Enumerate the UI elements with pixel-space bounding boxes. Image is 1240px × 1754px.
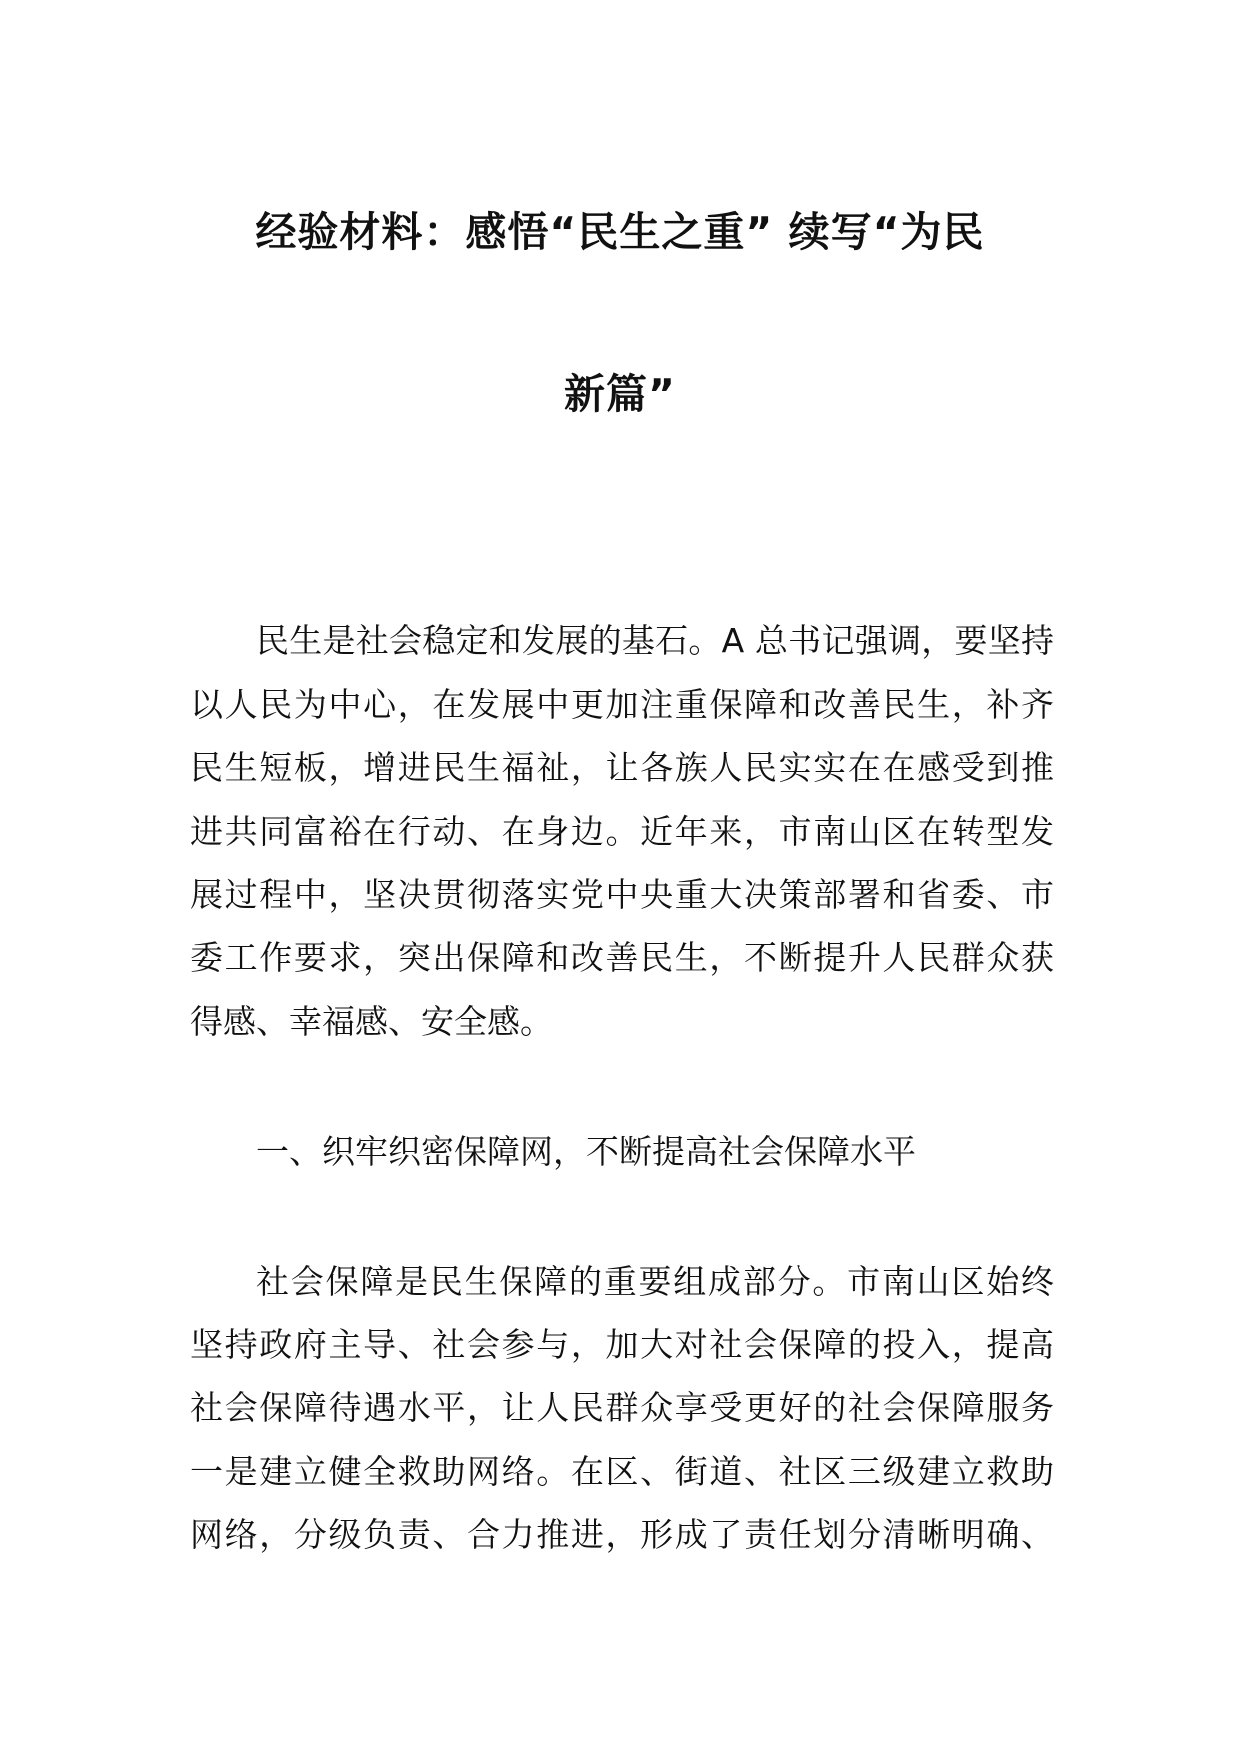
paragraph-1-line: 以人民为中心，在发展中更加注重保障和改善民生，补齐: [190, 685, 1054, 724]
paragraph-1-line: 民生短板，增进民生福祉，让各族人民实实在在感受到推: [190, 748, 1054, 787]
document-title-line-1: 经验材料：感悟“民生之重” 续写“为民: [255, 208, 985, 256]
paragraph-1-line: 展过程中，坚决贯彻落实党中央重大决策部署和省委、市: [190, 875, 1054, 914]
paragraph-1-line: 委工作要求，突出保障和改善民生，不断提升人民群众获: [190, 938, 1054, 977]
paragraph-2-line: 社会保障是民生保障的重要组成部分。市南山区始终: [256, 1262, 1054, 1301]
paragraph-2-line: 社会保障待遇水平，让人民群众享受更好的社会保障服务: [190, 1388, 1054, 1427]
paragraph-1-line: 民生是社会稳定和发展的基石。A 总书记强调，要坚持: [256, 621, 1054, 660]
section-heading: 一、织牢织密保障网，不断提高社会保障水平: [256, 1132, 916, 1171]
paragraph-2-line: 网络，分级负责、合力推进，形成了责任划分清晰明确、: [190, 1515, 1054, 1554]
paragraph-1-line: 得感、幸福感、安全感。: [190, 1002, 553, 1041]
document-title-line-2: 新篇”: [564, 370, 676, 418]
paragraph-1-line: 进共同富裕在行动、在身边。近年来，市南山区在转型发: [190, 812, 1054, 851]
paragraph-2-line: 一是建立健全救助网络。在区、街道、社区三级建立救助: [190, 1452, 1054, 1491]
paragraph-2-line: 坚持政府主导、社会参与，加大对社会保障的投入，提高: [190, 1325, 1054, 1364]
